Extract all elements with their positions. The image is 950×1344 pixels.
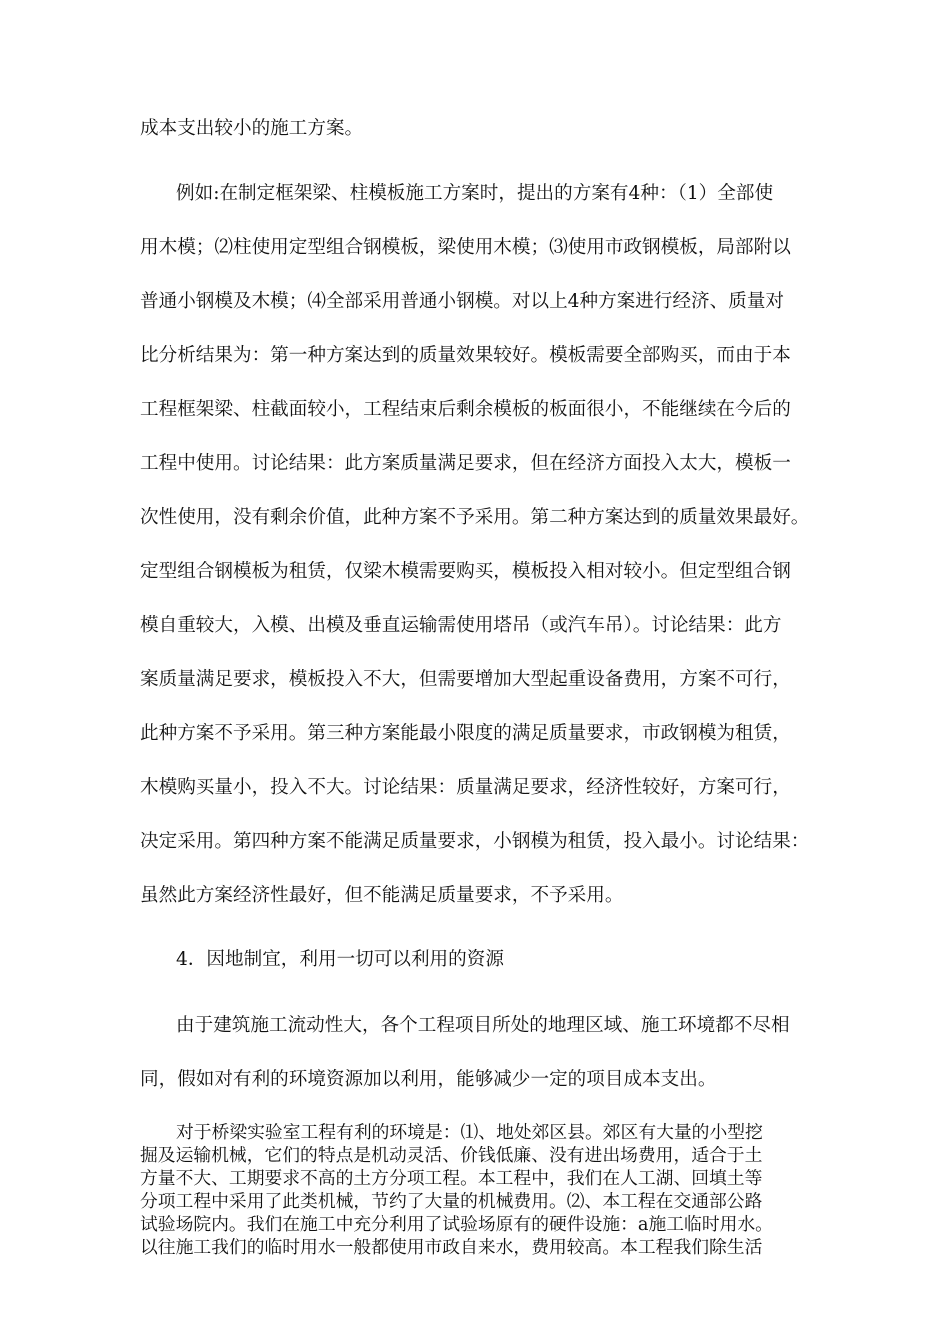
paragraph-line: 对于桥梁实验室工程有利的环境是：⑴、地处郊区县。郊区有大量的小型挖	[176, 1122, 763, 1143]
paragraph-line: 成本支出较小的施工方案。	[140, 118, 364, 139]
paragraph-line: 方量不大、工期要求不高的土方分项工程。本工程中，我们在人工湖、回填土等	[140, 1168, 763, 1189]
paragraph-line: 案质量满足要求，模板投入不大，但需要增加大型起重设备费用，方案不可行，	[140, 669, 791, 690]
paragraph-line: 此种方案不予采用。第三种方案能最小限度的满足质量要求，市政钢模为租赁，	[140, 723, 791, 744]
paragraph-line: 分项工程中采用了此类机械，节约了大量的机械费用。⑵、本工程在交通部公路	[140, 1191, 763, 1212]
paragraph-line: 试验场院内。我们在施工中充分利用了试验场原有的硬件设施：a施工临时用水。	[140, 1214, 773, 1235]
paragraph-line: 普通小钢模及木模；⑷全部采用普通小钢模。对以上4种方案进行经济、质量对	[140, 291, 785, 312]
paragraph-line: 由于建筑施工流动性大，各个工程项目所处的地理区域、施工环境都不尽相	[176, 1015, 790, 1036]
paragraph-line: 定型组合钢模板为租赁，仅梁木模需要购买，模板投入相对较小。但定型组合钢	[140, 561, 791, 582]
paragraph-line: 掘及运输机械，它们的特点是机动灵活、价钱低廉、没有进出场费用，适合于土	[140, 1145, 763, 1166]
section-heading: 4．因地制宜，利用一切可以利用的资源	[176, 949, 504, 970]
paragraph-line: 比分析结果为：第一种方案达到的质量效果较好。模板需要全部购买，而由于本	[140, 345, 791, 366]
paragraph-line: 决定采用。第四种方案不能满足质量要求，小钢模为租赁，投入最小。讨论结果：	[140, 831, 810, 852]
paragraph-line: 例如:在制定框架梁、柱模板施工方案时，提出的方案有4种：（1）全部使	[176, 183, 774, 204]
paragraph-line: 虽然此方案经济性最好，但不能满足质量要求，不予采用。	[140, 885, 624, 906]
paragraph-line: 木模购买量小，投入不大。讨论结果：质量满足要求，经济性较好，方案可行，	[140, 777, 791, 798]
paragraph-line: 工程中使用。讨论结果：此方案质量满足要求，但在经济方面投入太大，模板一	[140, 453, 791, 474]
paragraph-line: 模自重较大，入模、出模及垂直运输需使用塔吊（或汽车吊）。讨论结果：此方	[140, 615, 782, 636]
paragraph-line: 用木模；⑵柱使用定型组合钢模板，梁使用木模；⑶使用市政钢模板，局部附以	[140, 237, 791, 258]
paragraph-line: 工程框架梁、柱截面较小，工程结束后剩余模板的板面很小，不能继续在今后的	[140, 399, 791, 420]
paragraph-line: 次性使用，没有剩余价值，此种方案不予采用。第二种方案达到的质量效果最好。	[140, 507, 810, 528]
paragraph-line: 以往施工我们的临时用水一般都使用市政自来水，费用较高。本工程我们除生活	[140, 1237, 763, 1258]
paragraph-line: 同，假如对有利的环境资源加以利用，能够减少一定的项目成本支出。	[140, 1069, 717, 1090]
